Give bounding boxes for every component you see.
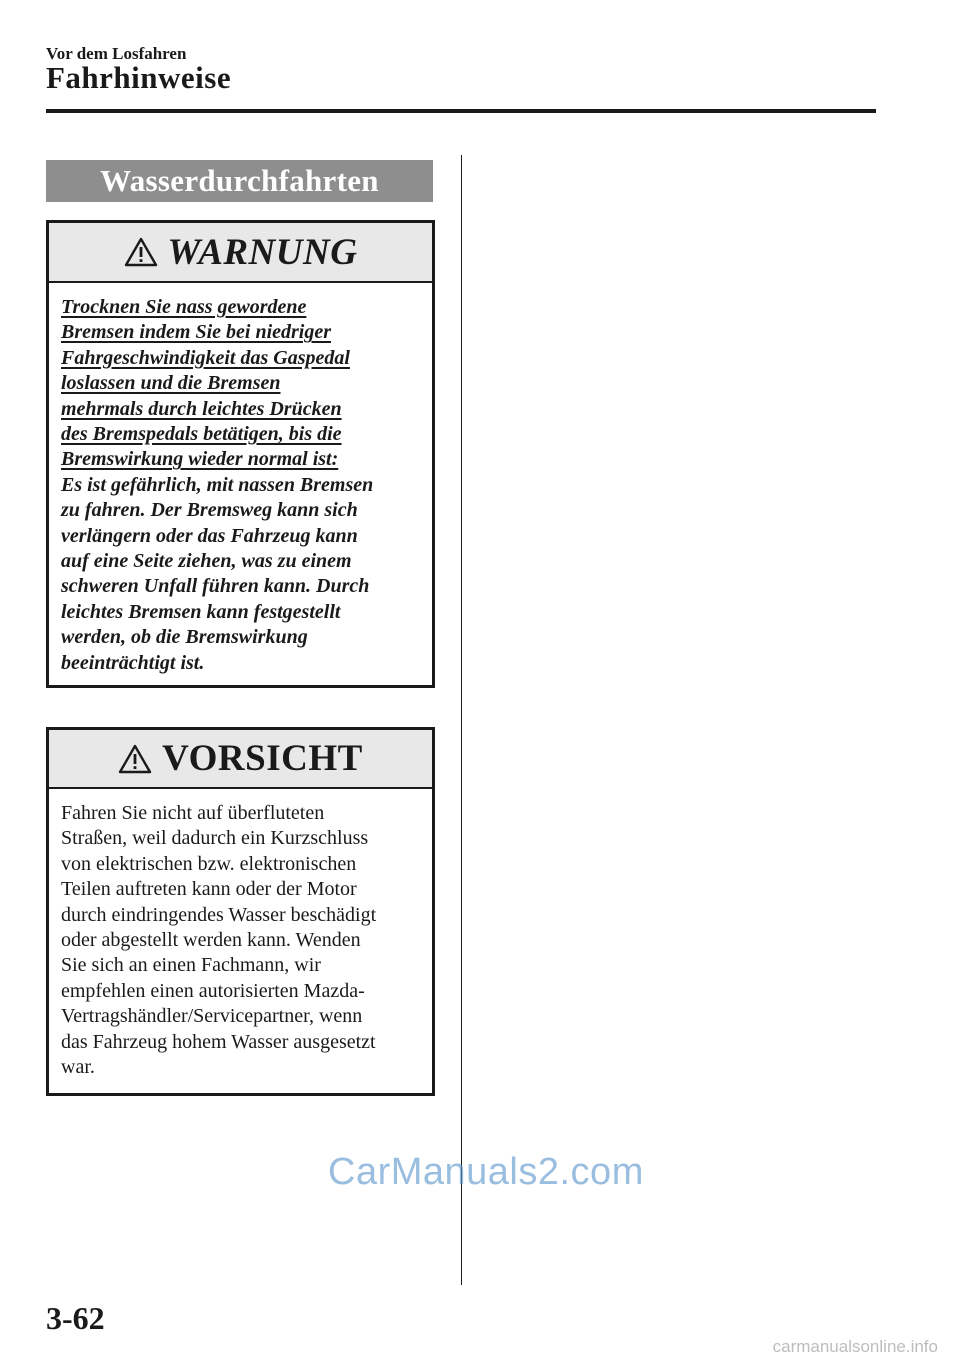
warning-header <box>49 223 432 283</box>
caution-body <box>49 789 432 1080</box>
warning-box <box>46 220 435 688</box>
warning-triangle-icon <box>118 744 152 774</box>
watermark: CarManuals2.com <box>328 1151 644 1193</box>
page-number: 3-62 <box>46 1300 105 1336</box>
caution-box <box>46 727 435 1096</box>
footer-site-link[interactable]: carmanualsonline.info <box>772 1337 938 1356</box>
caution-header <box>49 730 432 789</box>
header-divider <box>46 109 876 113</box>
warning-body <box>49 283 432 676</box>
page-title: Fahrhinweise <box>46 60 232 95</box>
column-divider <box>461 155 462 1285</box>
section-title: Wasserdurchfahrten <box>46 160 433 202</box>
warning-label: WARNUNG <box>167 231 358 273</box>
caution-label: VORSICHT <box>162 738 363 779</box>
chapter-label: Vor dem Losfahren <box>46 44 187 63</box>
warning-instruction: Trocknen Sie nass gewordene Bremsen indem Sie bei niedriger Fahrgeschwindigkeit das Gaspedal loslassen und die Bremsen mehrmals durch leichtes Drücken des Bremspedals betätigen, bis die Bremswirkung wieder normal ist: <box>61 296 350 471</box>
warning-triangle-icon <box>124 237 158 267</box>
warning-explanation: Es ist gefährlich, mit nassen Bremsen zu fahren. Der Bremsweg kann sich verlängern oder das Fahrzeug kann auf eine Seite ziehen, was zu einem schweren Unfall führen kann. Durch leichtes Bremsen kann festgestellt werden, ob die Bremswirkung beeinträchtigt ist. <box>61 473 374 674</box>
caution-text: Fahren Sie nicht auf überfluteten Straßen, weil dadurch ein Kurzschluss von elektrischen bzw. elektronischen Teilen auftreten kann oder der Motor durch eindringendes Wasser beschädigt oder abgestellt werden kann. Wenden Sie sich an einen Fachmann, wir empfehlen einen autorisierten Mazda- Vertragshändler/Servicepartner, wenn das Fahrzeug hohem Wasser ausgesetzt war. <box>61 802 377 1079</box>
